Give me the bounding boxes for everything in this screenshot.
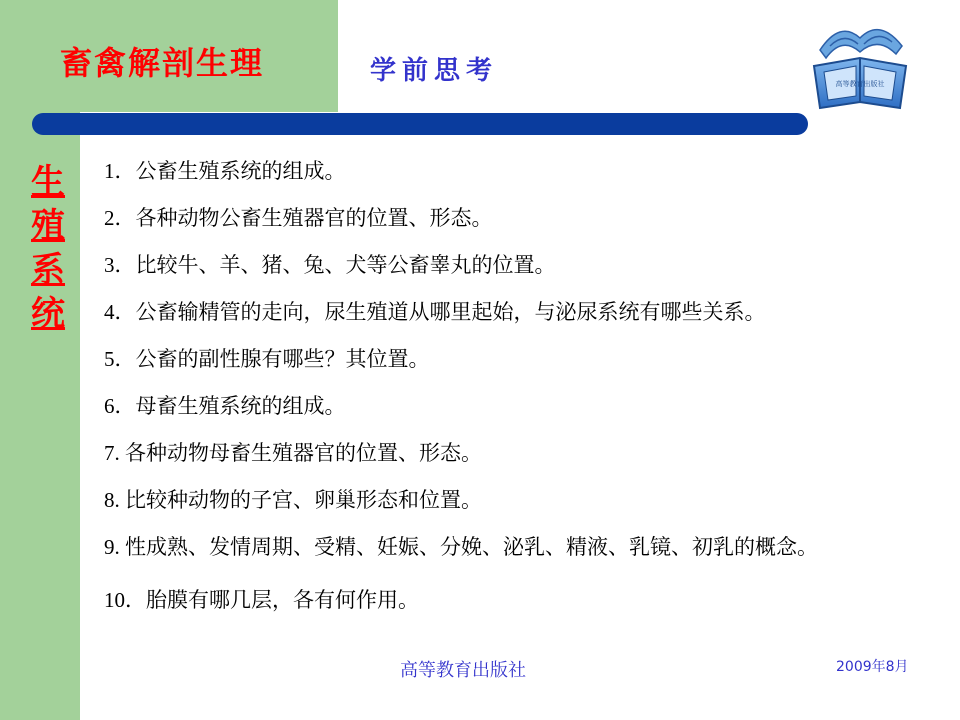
header-divider-bar (32, 113, 808, 135)
question-text: 公畜生殖系统的组成。 (135, 159, 346, 183)
publisher-footer: 高等教育出版社 (400, 660, 526, 681)
question-item (104, 346, 924, 373)
question-text: 母畜生殖系统的组成。 (135, 394, 346, 418)
topic-label: 生殖系统 (31, 162, 65, 334)
question-list (104, 158, 924, 614)
question-text: 各种动物母畜生殖器官的位置、形态。 (125, 441, 482, 465)
logo-text: 高等教育出版社 (835, 80, 885, 88)
question-number: 8. (104, 488, 125, 512)
question-item (104, 252, 924, 279)
question-text: 比较牛、羊、猪、兔、犬等公畜睾丸的位置。 (135, 253, 556, 277)
question-item (104, 440, 924, 467)
question-number: 1． (104, 159, 136, 183)
question-item (104, 487, 924, 514)
question-text: 性成熟、发情周期、受精、妊娠、分娩、泌乳、精液、乳镜、初乳的概念。 (125, 535, 818, 559)
question-text: 公畜输精管的走向，尿生殖道从哪里起始，与泌尿系统有哪些关系。 (135, 300, 766, 324)
question-text: 比较种动物的子宫、卵巢形态和位置。 (125, 488, 482, 512)
question-number: 2． (104, 206, 136, 230)
question-number: 7. (104, 441, 125, 465)
question-number: 9. (104, 535, 125, 559)
question-item (104, 158, 924, 185)
question-number: 4． (104, 300, 136, 324)
course-title: 畜禽解剖生理 (60, 44, 265, 82)
question-text: 胎膜有哪几层，各有何作用。 (146, 588, 419, 612)
question-text: 公畜的副性腺有哪些？其位置。 (135, 347, 430, 371)
question-number: 3． (104, 253, 136, 277)
question-number: 10． (104, 588, 146, 612)
date-footer: 2009年8月 (836, 659, 909, 675)
question-number: 5． (104, 347, 136, 371)
section-title: 学前思考 (370, 56, 499, 86)
question-item (104, 205, 924, 232)
question-item (104, 534, 924, 561)
question-number: 6． (104, 394, 136, 418)
question-item (104, 587, 924, 614)
question-item (104, 393, 924, 420)
publisher-book-logo-icon (800, 10, 920, 120)
question-item (104, 299, 924, 326)
question-text: 各种动物公畜生殖器官的位置、形态。 (135, 206, 493, 230)
